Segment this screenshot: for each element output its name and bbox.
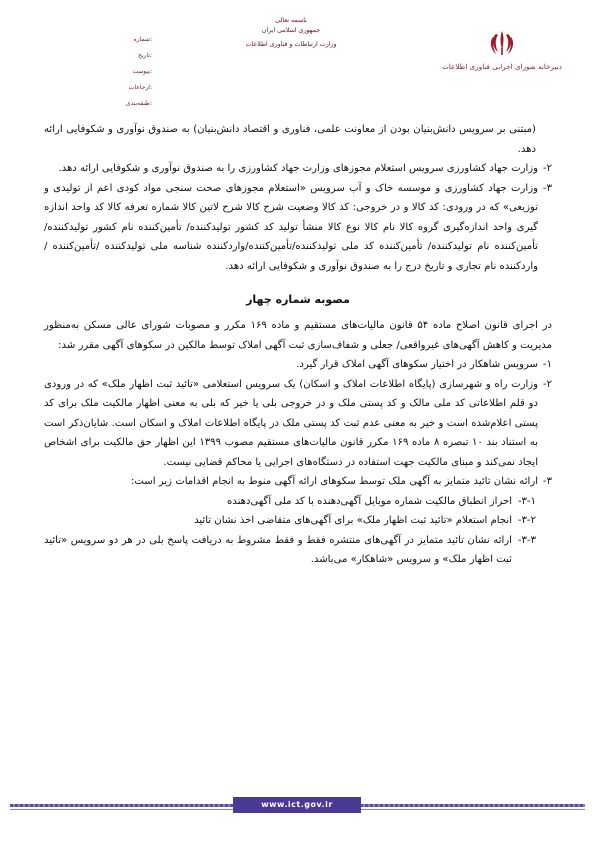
sub-list-item [44, 531, 552, 570]
sub-item-text: احراز انطباق مالکیت شماره موبایل آگهی‌دهنده با کد ملی آگهی‌دهنده [227, 495, 512, 507]
ministry-name: وزارت ارتباطات و فناوری اطلاعات [245, 41, 337, 48]
resolution-paragraph: در اجرای قانون اصلاح ماده ۵۴ قانون مالیات‌های مستقیم و ماده ۱۶۹ مکرر و مصوبات شورای عالی مسکن به‌منظور مدیریت و کاهش آگهی‌های غیرواقعی/ جعلی و شفاف‌سازی ثبت آگهی املاک توسط مالکین در سکوهای آگهی مقرر شد: [44, 320, 552, 351]
list-item [44, 472, 552, 492]
item-text: سرویس شاهکار در اختیار سکوهای آگهی املاک قرار گیرد. [296, 359, 538, 370]
council-name: دبیرخانه شورای اجرایی فناوری اطلاعات [442, 62, 562, 71]
item-text: ارائه نشان تائید متمایز به آگهی ملک توسط سکوهای ارائه آگهی منوط به انجام اقدامات زیر است: [130, 476, 538, 487]
field-attachment: پیوست: [132, 68, 152, 75]
item-number: ۱- [542, 359, 552, 370]
item-text: وزارت راه و شهرسازی (پایگاه اطلاعات املاک و اسکان) یک سرویس استعلامی «تائید ثبت اظهار ملک» که در ورودی دو قلم اطلاعاتی کد ملی مالک و کد پستی ملک و در خروجی بلی یا خیر که بلی به معنی اظهار مالکیت ملک برای کد پستی اعلام‌شده است و خیر به معنی عدم ثبت کد پستی ملک در پایگاه اطلاعات املاک و اسکان است. شایان‌ذکر است به استناد بند ۱۰ تبصره ۸ ماده ۱۶۹ مکرر قانون مالیات‌های مستقیم مصوب ۱۳۹۹ این اظهار حق مالکیت برای اشخاص ایجاد نمی‌کند و مبنای مالکیت جهت استفاده در دستگاه‌های اجرایی یا محاکم قضایی نیست. [44, 378, 538, 468]
iran-emblem-icon [487, 28, 517, 58]
sub-list-item [44, 511, 552, 531]
item-text: وزارت جهاد کشاورزی سرویس استعلام مجوزهای وزارت جهاد کشاورزی را به صندوق نوآوری و شکوفایی ارائه دهد. [58, 163, 538, 174]
sub-item-number: ۳-۲- [517, 515, 536, 526]
field-date: تاریخ: [138, 52, 152, 59]
item-number: ۲- [542, 378, 552, 390]
item-number: ۳- [542, 476, 552, 487]
sub-item-number: ۳-۳- [517, 534, 536, 546]
item-number: ۳- [542, 182, 552, 194]
list-item [44, 375, 552, 473]
field-number: شماره: [133, 36, 152, 43]
sub-item-number: ۳-۱- [517, 495, 536, 507]
list-item [44, 179, 552, 277]
sub-item-text: ارائه نشان تائید متمایز در آگهی‌های منتشره فقط و فقط مشروط به دریافت پاسخ بلی در هر دو سرویس «تائید ثبت اظهار ملک» و سرویس «شاهکار» می‌باشد. [44, 534, 512, 565]
basmala: باسمه تعالی [275, 17, 307, 24]
field-references: ارجاعات: [128, 84, 152, 91]
sub-item-text: انجام استعلام «تائید ثبت اظهار ملک» برای آگهی‌های متقاضی اخذ نشان تائید [194, 515, 512, 526]
letter-body [44, 120, 552, 570]
sub-list-item [44, 492, 552, 512]
council-header [427, 28, 577, 71]
letter-fields [112, 32, 152, 112]
item-number: ۲- [542, 163, 552, 174]
item-text: وزارت جهاد کشاورزی و موسسه خاک و آب سرویس «استعلام مجوزهای صحت سنجی مواد کودی اعم از تولیدی و توزیعی» که در ورودی: کد کالا و در خروجی: کد کالا وضعیت شرح کالا شرح لاتین کالا شماره تعرفه کالا کد واحد اندازه گیری واحد اندازه‌گیری گروه کالا نام کالا نوع کالا منشأ تولید کد کشور تولیدکننده/ تأمین‌کننده نام کشور تولیدکننده/ تأمین‌کننده نام تولیدکننده/ تأمین‌کننده کد ملی تولیدکننده/تأمین‌کننده/واردکننده شناسه ملی تولیدکننده /تأمین‌کننده /واردکننده نام تجاری و تاریخ درج را به صندوق نوآوری و شکوفایی ارائه دهد. [44, 182, 538, 272]
field-classification: طبقه‌بندی: [125, 100, 152, 107]
intro-paragraph: (مبتنی بر سرویس دانش‌بنیان بودن از معاونت علمی، فناوری و اقتصاد دانش‌بنیان) به صندوق نوآوری و شکوفایی ارائه دهد. [44, 124, 536, 155]
list-item [44, 355, 552, 375]
footer-website-link[interactable]: www.ict.gov.ir [233, 797, 361, 813]
section-heading: مصوبه شماره چهار [246, 293, 350, 306]
list-item [44, 159, 552, 179]
ministry-header [232, 16, 350, 50]
republic-name: جمهوری اسلامی ایران [261, 27, 321, 34]
